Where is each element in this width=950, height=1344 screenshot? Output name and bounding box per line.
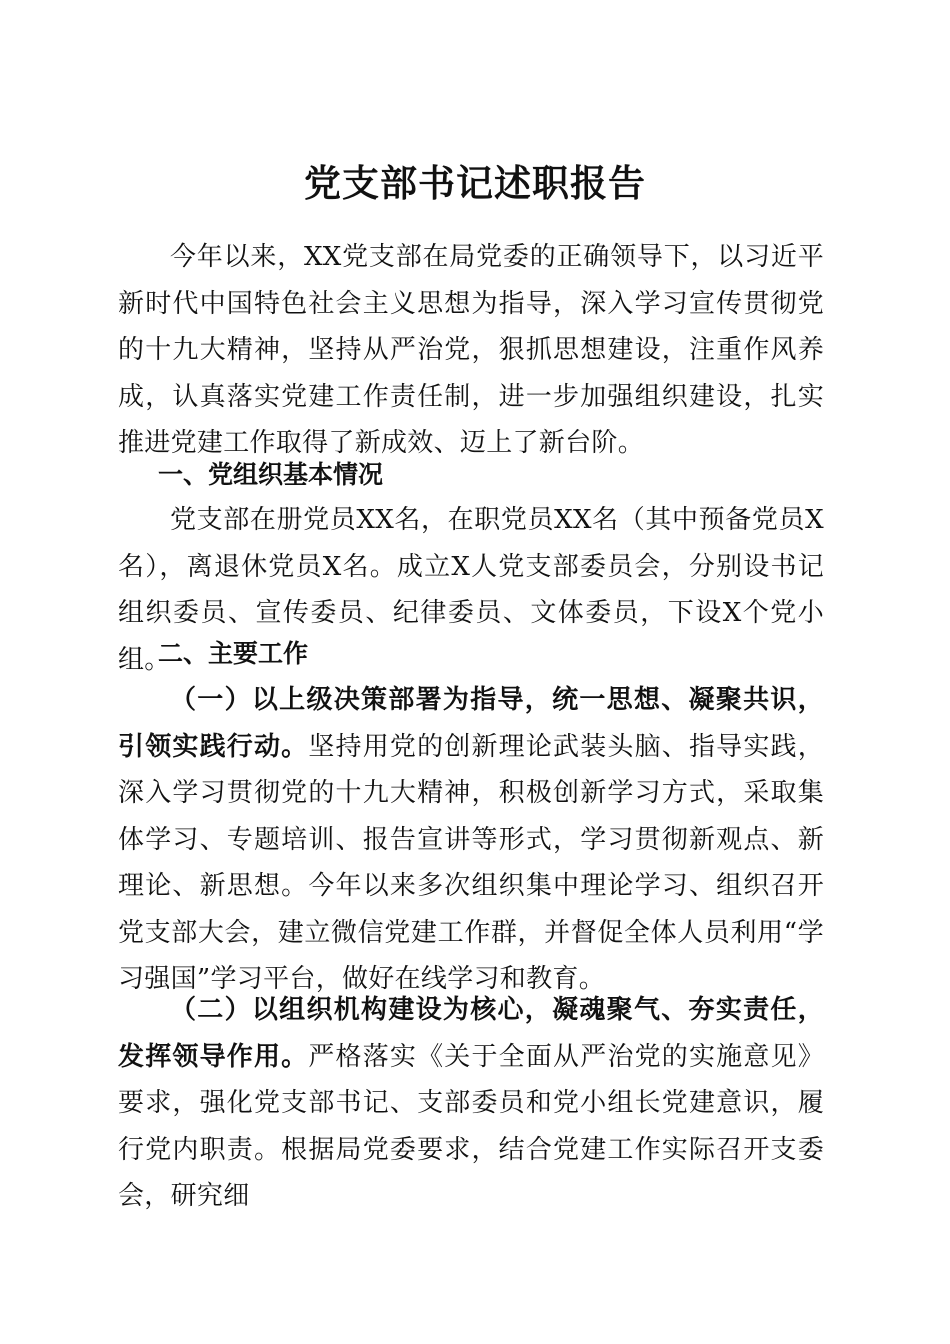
document-title: 党支部书记述职报告 [304, 160, 646, 205]
work-item-2-lead: （二）以组织机构建设为核心，凝魂聚气、夯实责任，发挥领导作用。 [118, 995, 824, 1072]
work-item-2-paragraph [118, 987, 824, 1220]
section-heading-main-work: 二、主要工作 [158, 639, 309, 668]
basic-info-paragraph: 党支部在册党员XX名，在职党员XX名（其中预备党员X名），离退休党员X名。成立X人党支部委员会，分别设书记组织委员、宣传委员、纪律委员、文体委员，下设X个党小组。 [118, 505, 824, 675]
work-item-2-text: 严格落实《关于全面从严治党的实施意见》要求，强化党支部书记、支部委员和党小组长党建意识，履行党内职责。根据局党委要求，结合党建工作实际召开支委会，研究细 [118, 1041, 825, 1211]
work-item-1-lead: （一）以上级决策部署为指导，统一思想、凝聚共识，引领实践行动。 [118, 685, 824, 762]
intro-paragraph: 今年以来，XX党支部在局党委的正确领导下，以习近平新时代中国特色社会主义思想为指导，深入学习宣传贯彻党的十九大精神，坚持从严治党，狠抓思想建设，注重作风养成，认真落实党建工作责任制，进一步加强组织建设，扎实推进党建工作取得了新成效、迈上了新台阶。 [118, 242, 824, 458]
section-heading-basic-info: 一、党组织基本情况 [158, 460, 384, 489]
work-item-1-text: 坚持用党的创新理论武装头脑、指导实践，深入学习贯彻党的十九大精神，积极创新学习方式，采取集体学习、专题培训、报告宣讲等形式，学习贯彻新观点、新理论、新思想。今年以来多次组织集中理论学习、组织召开党支部大会，建立微信党建工作群，并督促全体人员利用“学习强国”学习平台，做好在线学习和教育。 [118, 731, 825, 994]
work-item-1-paragraph [118, 677, 824, 1003]
